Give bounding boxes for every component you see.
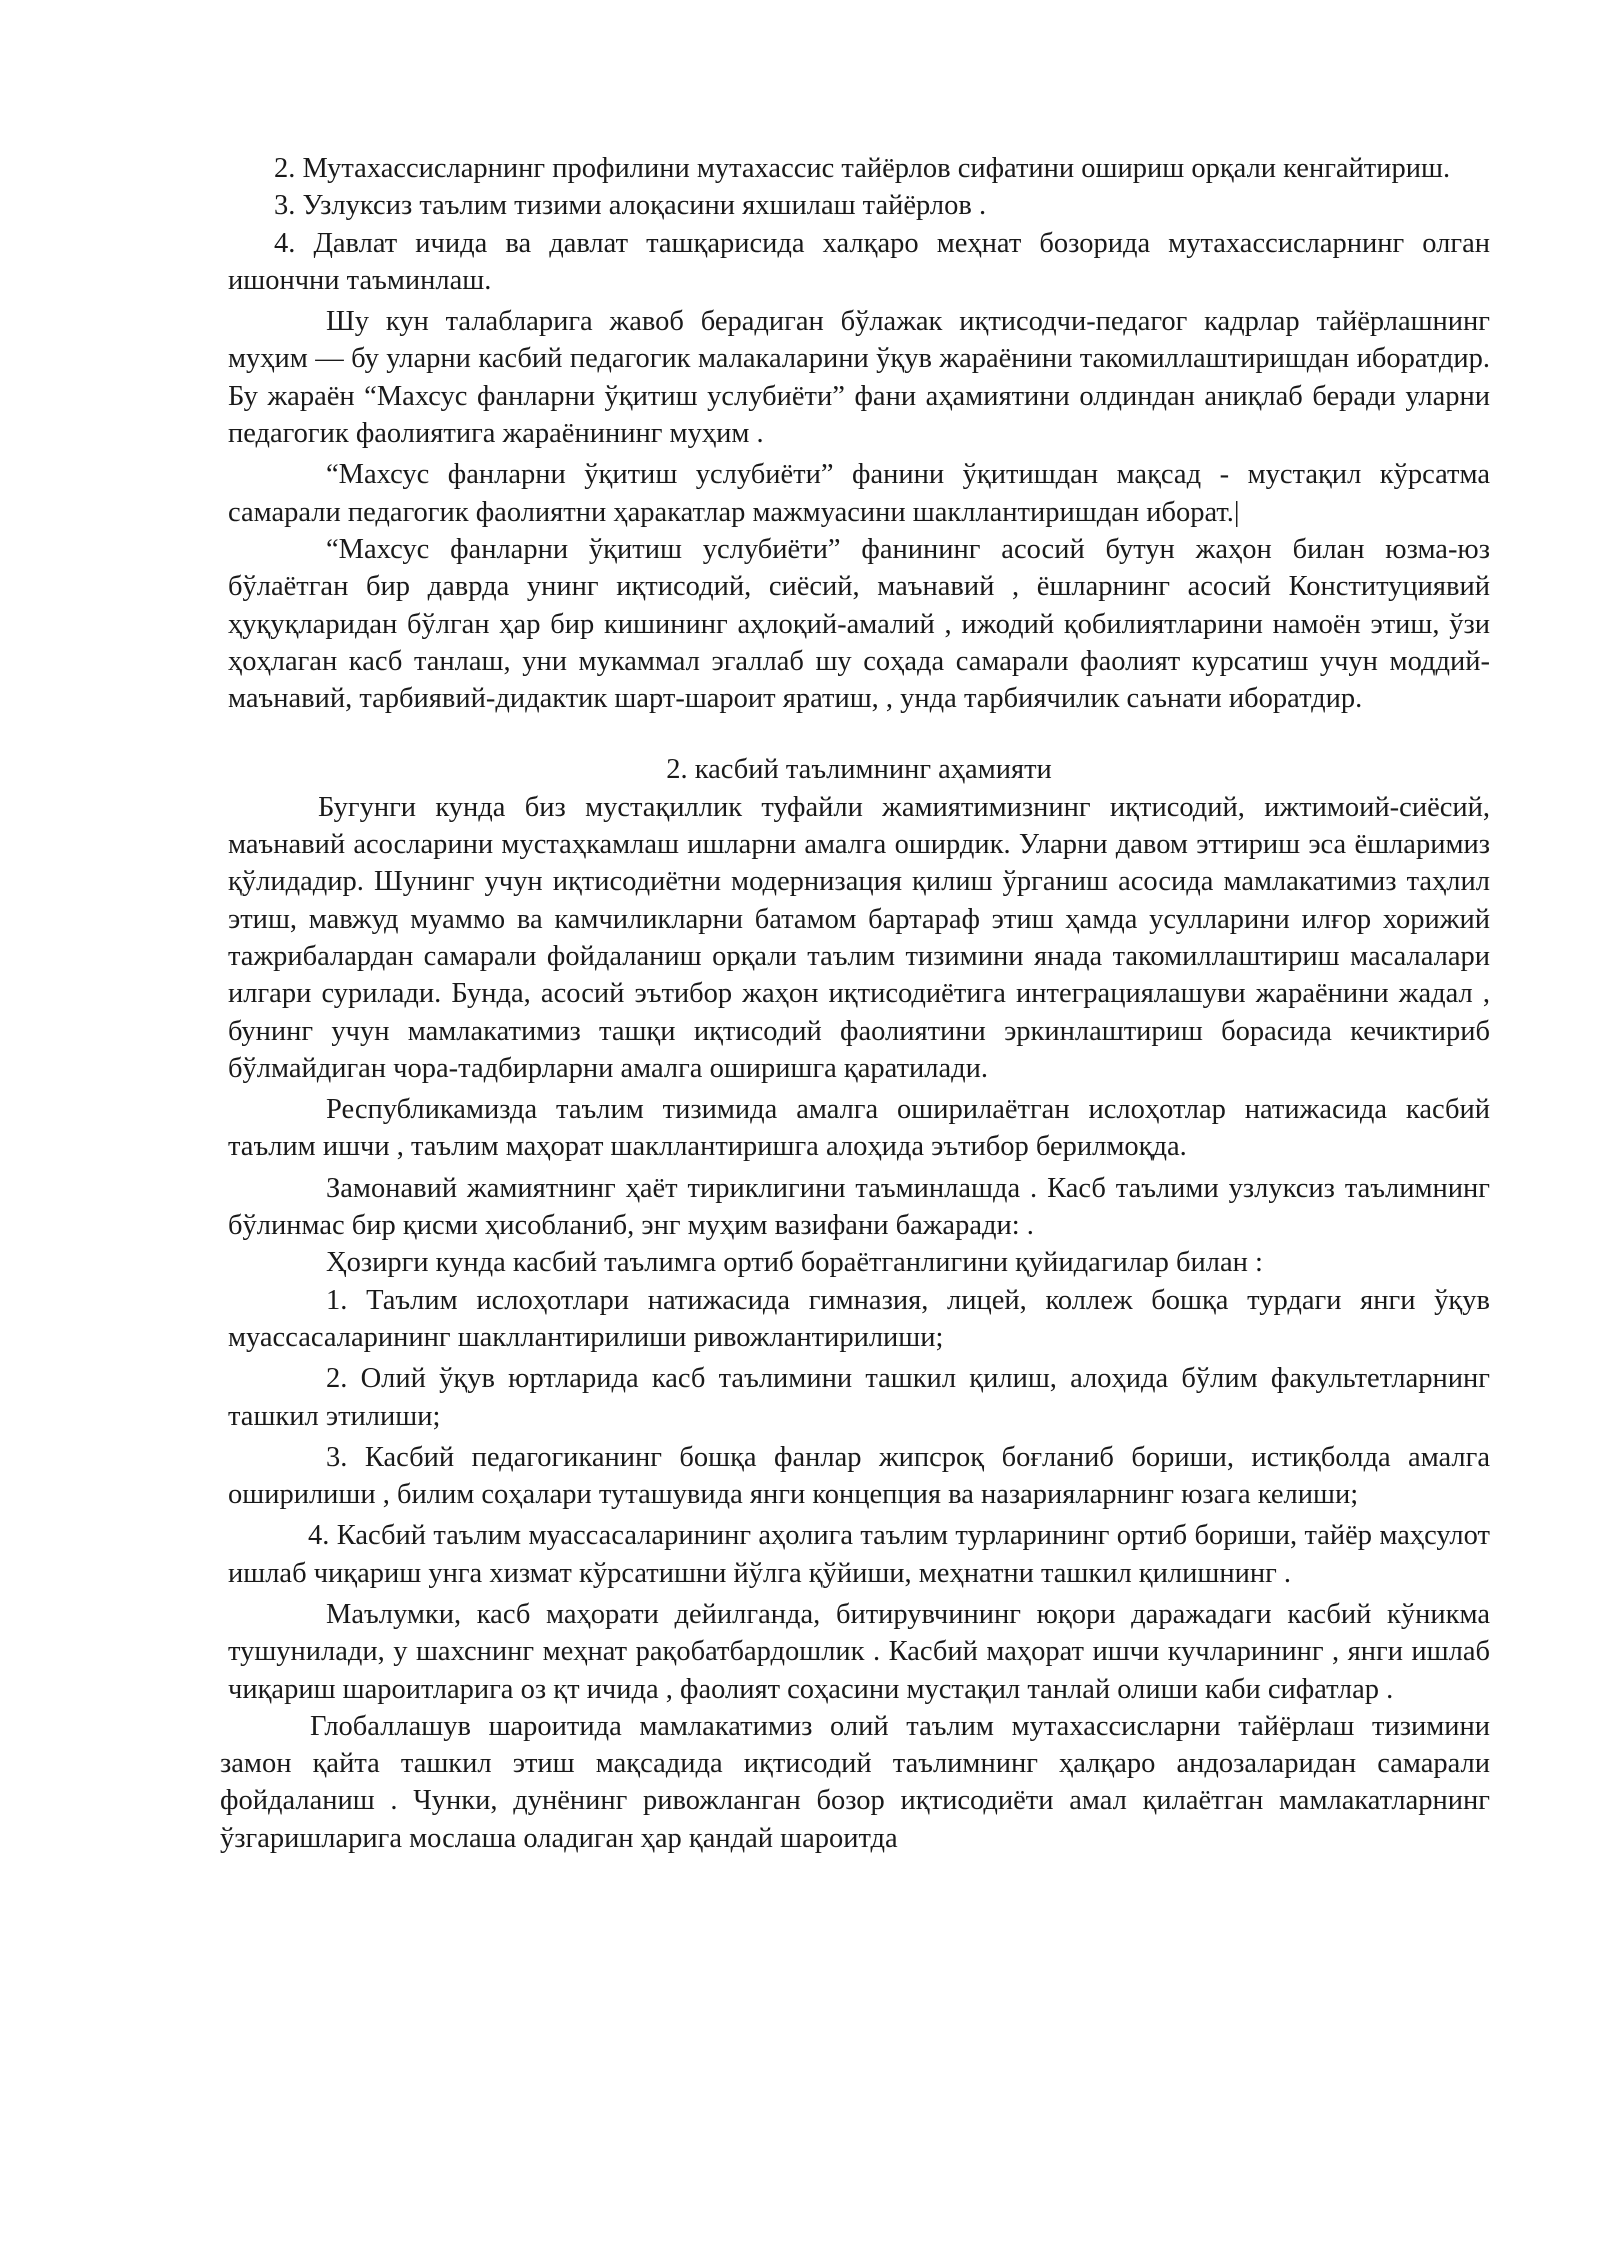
paragraph-independence: Бугунги кунда биз мустақиллик туфайли жамиятимизнинг иқтисодий, ижтимоий-сиёсий, маънавий асосларини мустаҳкамлаш ишларни амалга оширдик. Уларни давом эттириш эса ёшларимиз қўлидадир. Шунинг учун иқтисодиётни модернизация қилиш ўрганиш асосида мамлакатимиз таҳлил этиш, мавжуд муаммо ва камчиликларни батамом бартараф этиш ҳамда усулларини илғор хорижий тажрибалардан самарали фойдаланиш орқали таълим тизимини янада такомиллаштириш масалалари илгари сурилади. Бунда, асосий эътибор жаҳон иқтисодиётига интеграциялашуви жараёнини жадал , бунинг учун мамлакатимиз ташқи иқтисодий фаолиятини эркинлаштириш борасида кечиктириб бўлмайдиган чора-тадбирларни амалга оширишга қаратилади. (228, 791, 1490, 1084)
section-heading: 2. касбий таълимнинг аҳамияти (666, 754, 1052, 786)
list-item-profile: 2. Мутахассисларнинг профилини мутахассис тайёрлов сифатини ошириш орқали кенгайтириш. (274, 153, 1451, 184)
list-item-labor-market: 4. Давлат ичида ва давлат ташқарисида халқаро меҳнат бозорида мутахассисларнинг олган ишончни таъминлаш. (228, 227, 1490, 296)
paragraph-globalization: Глобаллашув шароитида мамлакатимиз олий таълим мутахассисларни тайёрлаш тизимини замон қайта ташкил этиш мақсадида иқтисодий таълимнинг ҳалқаро андозаларидан самарали фойдаланиш . Чунки, дунёнинг ривожланган бозор иқтисодиёти амал қилаётган мамлакатларнинг ўзгаришларига мослаша оладиган ҳар қандай шароитда (220, 1710, 1490, 1854)
list-item-continuous-education: 3. Узлуксиз таълим тизими алоқасини яхшилаш тайёрлов . (274, 190, 987, 222)
paragraph-modern-society: Замонавий жамиятнинг ҳаёт тириклигини таъминлашда . Касб таълими узлуксиз таълимнинг бўлинмас бир қисми ҳисобланиб, энг муҳим вазифани бажаради: . (228, 1172, 1490, 1242)
document-body (220, 150, 1490, 1857)
paragraph-professional-skill: Маълумки, касб маҳорати дейилганда, битирувчининг юқори даражадаги касбий кўникма тушунилади, у шахснинг меҳнат рақобатбардошлик . Касбий маҳорат ишчи кучларининг , янги ишлаб чиқариш шароитларига оз қт ичида , фаолият соҳасини мустақил танлай олиши каби сифатлар . (228, 1598, 1490, 1705)
paragraph-course-goal: “Махсус фанларни ўқитиш услубиёти” фанини ўқитишдан мақсад - мустақил кўрсатма самарали педагогик фаолиятни ҳаракатлар мажмуасини шакллантиришдан иборат.| (228, 459, 1490, 528)
list-item-vocational-institutions: 4. Касбий таълим муассасаларининг аҳолига таълим турларининг ортиб бориши, тайёр маҳсулот ишлаб чиқариш унга хизмат кўрсатишни йўлга қўйиши, меҳнатни ташкил қилишнинг . (228, 1520, 1490, 1589)
paragraph-course-basis: “Махсус фанларни ўқитиш услубиёти” фанининг асосий бутун жаҳон билан юзма-юз бўлаётган бир даврда унинг иқтисодий, сиёсий, маънавий , ёшларнинг асосий Конституциявий ҳуқуқларидан бўлган ҳар бир кишининг аҳлоқий-амалий , ижодий қобилиятларини намоён этиш, ўзи ҳоҳлаган касб танлаш, уни мукаммал эгаллаб шу соҳада самарали фаолият курсатиш учун моддий- маънавий, тарбиявий-дидактик шарт-шароит яратиш, , унда тарбиячилик саънати иборатдир. (228, 533, 1490, 715)
paragraph-reforms: Республикамизда таълим тизимида амалга оширилаётган ислоҳотлар натижасида касбий таълим ишчи , таълим маҳорат шакллантиришга алоҳида эътибор берилмоқда. (228, 1094, 1490, 1163)
paragraph-current-state: Ҳозирги кунда касбий таълимга ортиб бораётганлигини қуйидагилар билан : (326, 1247, 1263, 1279)
list-item-pedagogy: 3. Касбий педагогиканинг бошқа фанлар жипсроқ боғланиб бориши, истиқболда амалга оширилиши , билим соҳалари туташувида янги концепция ва назарияларнинг юзага келиши; (228, 1441, 1490, 1511)
list-item-higher-education: 2. Олий ўқув юртларида касб таълимини ташкил қилиш, алоҳида бўлим факультетларнинг ташкил этилиши; (228, 1363, 1490, 1432)
paragraph-teacher-training: Шу кун талабларига жавоб берадиган бўлажак иқтисодчи-педагог кадрлар тайёрлашнинг муҳим — бу уларни касбий педагогик малакаларини ўқув жараёнини такомиллаштиришдан иборатдир. Бу жараён “Махсус фанларни ўқитиш услубиёти” фани аҳамиятини олдиндан аниқлаб беради уларни педагогик фаолиятига жараёнининг муҳим . (228, 306, 1490, 450)
list-item-reforms-schools: 1. Таълим ислоҳотлари натижасида гимназия, лицей, коллеж бошқа турдаги янги ўқув муассасаларининг шакллантирилиши ривожлантирилиши; (228, 1284, 1490, 1353)
